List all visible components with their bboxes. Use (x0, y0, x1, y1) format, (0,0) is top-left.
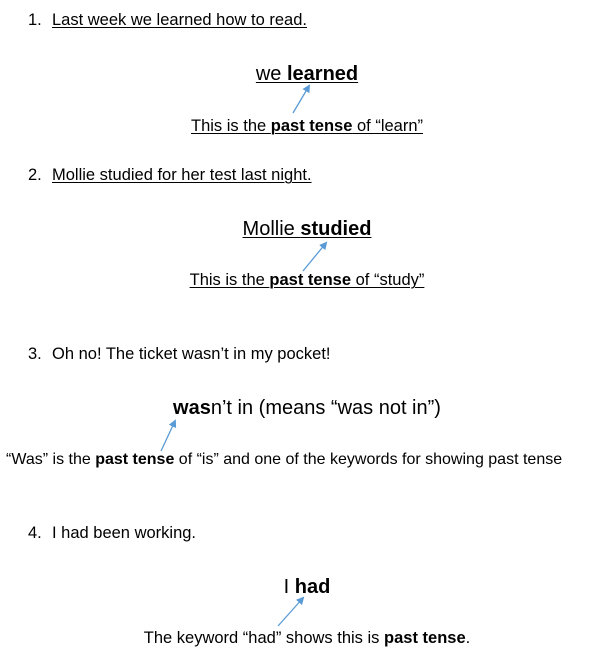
item-2-caption (0, 270, 614, 290)
item-2-phrase (0, 217, 614, 241)
item-1-number: 1. (28, 11, 42, 29)
arrow-2-icon (303, 243, 326, 271)
item-2-caption-post: of “study” (351, 271, 425, 289)
item-4-sentence: I had been working. (52, 524, 197, 542)
item-2-phrase-bold: studied (300, 218, 372, 240)
item-1-caption (0, 116, 614, 136)
item-1-phrase-plain: we (255, 63, 287, 85)
item-2-phrase-plain: Mollie (242, 218, 301, 240)
item-1-phrase (0, 62, 614, 86)
item-4-phrase-plain: I (283, 576, 295, 598)
item-4-caption (0, 628, 614, 648)
item-4-caption-post: . (465, 629, 471, 647)
item-1-phrase-bold: learned (286, 63, 359, 85)
item-1-caption-bold: past tense (270, 117, 353, 135)
item-2-caption-pre: This is the (189, 271, 270, 289)
arrow-4-icon (278, 598, 303, 626)
item-2-number: 2. (28, 166, 42, 184)
item-1-caption-post: of “learn” (352, 117, 423, 135)
item-3-phrase-bold: was (173, 397, 211, 419)
item-1-sentence: Last week we learned how to read. (52, 11, 307, 29)
item-3-phrase-suffix: n’t in (means “was not in”) (210, 397, 441, 419)
item-3-caption-post: of “is” and one of the keywords for showing past tense (174, 451, 563, 468)
item-2-sentence: Mollie studied for her test last night. (52, 166, 312, 184)
item-4-caption-bold: past tense (384, 629, 466, 647)
item-3-caption-pre: “Was” is the (6, 451, 96, 468)
item-3-caption-bold: past tense (95, 451, 175, 468)
arrow-3-icon (161, 421, 175, 451)
item-2-caption-bold: past tense (269, 271, 352, 289)
item-4-number: 4. (28, 524, 42, 542)
item-1-caption-pre: This is the (190, 117, 271, 135)
arrow-1-icon (293, 86, 309, 113)
item-3-number: 3. (28, 345, 42, 363)
item-3-phrase (0, 396, 614, 420)
item-4-caption-pre: The keyword “had” shows this is (143, 629, 385, 647)
item-4-phrase-bold: had (294, 576, 331, 598)
item-4-phrase (0, 575, 614, 599)
item-3-caption (6, 450, 562, 470)
item-3-sentence: Oh no! The ticket wasn’t in my pocket! (52, 345, 331, 363)
